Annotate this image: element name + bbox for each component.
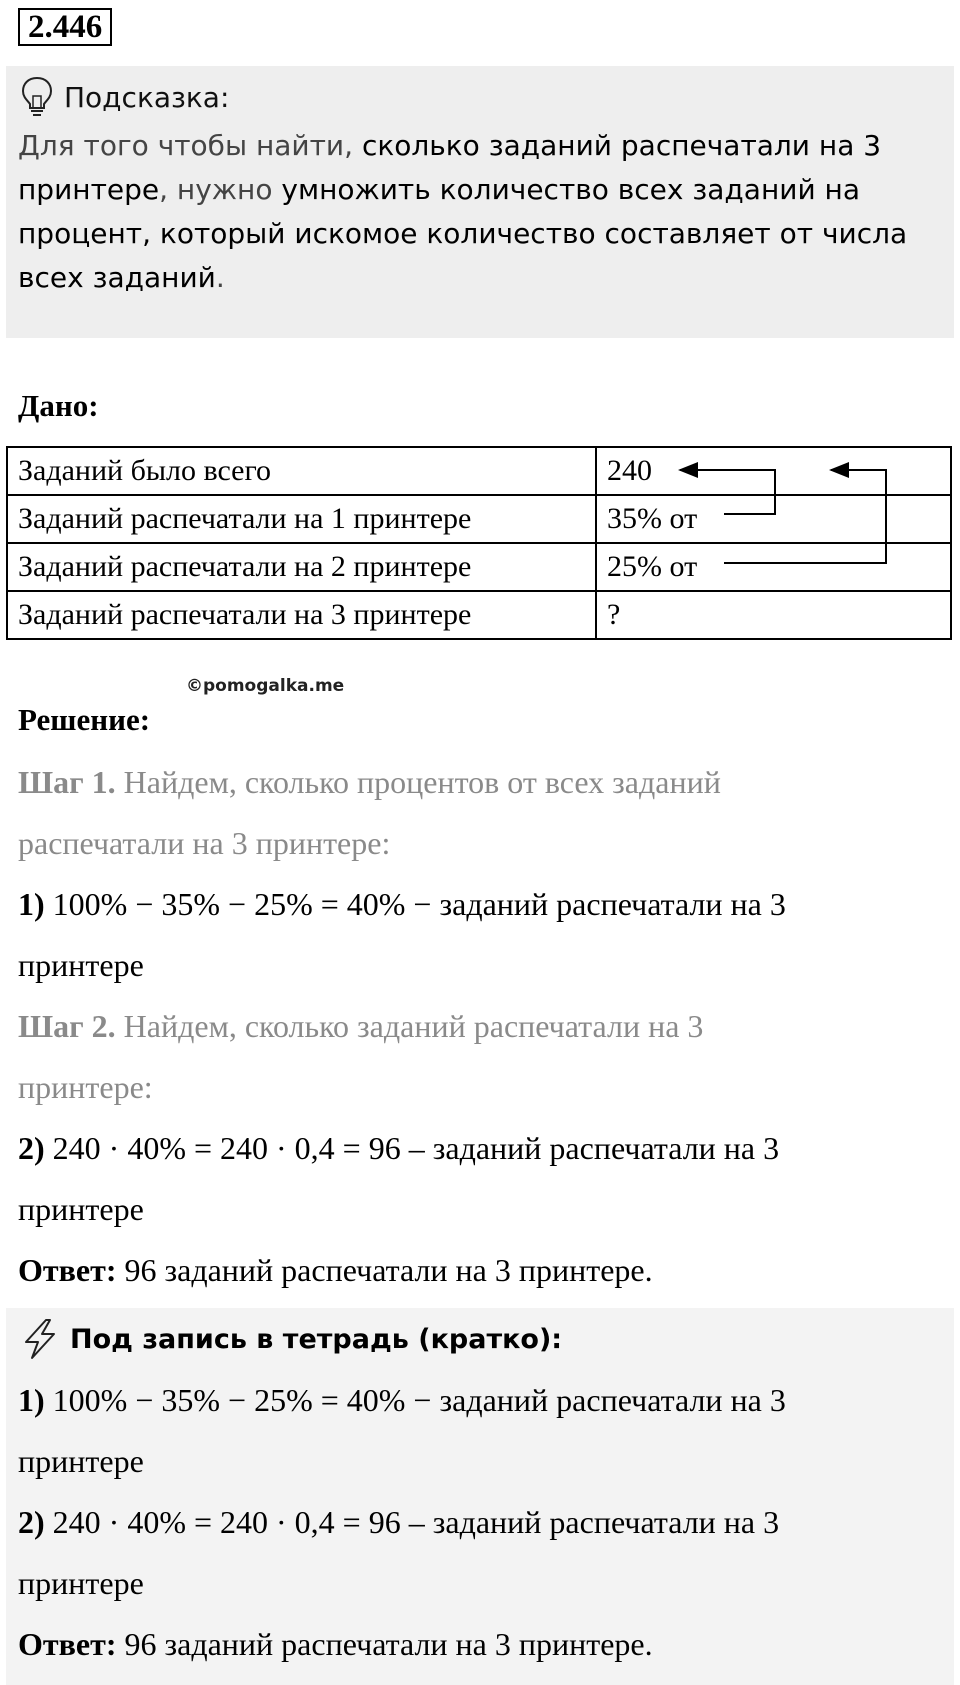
- lightbulb-icon: [20, 76, 54, 118]
- solution-label: Решение:: [18, 702, 151, 737]
- calc2-expression: 240 · 40% = 240 · 0,4 = 96 – заданий распечатали на 3: [52, 1130, 780, 1166]
- step1-line-1: [18, 762, 948, 802]
- short-answer-line: [18, 1624, 948, 1664]
- calc1-number: 1): [18, 886, 45, 922]
- short-calc2-expression: 240 · 40% = 240 · 0,4 = 96 – заданий распечатали на 3: [52, 1504, 780, 1540]
- table-cell-value: ?: [596, 591, 951, 639]
- short-calc1-expression: 100% − 35% − 25% = 40% − заданий распечатали на 3: [52, 1382, 786, 1418]
- hint-text-part-1: Для того чтобы найти,: [18, 129, 354, 162]
- calc2-line-2: принтере: [18, 1191, 144, 1227]
- short-calc2-line-1: [18, 1502, 948, 1542]
- short-calc2-number: 2): [18, 1504, 45, 1540]
- given-table-wrap: [6, 446, 952, 638]
- step1-text-a: Найдем, сколько процентов от всех заданий: [123, 764, 721, 800]
- step2-text-a: Найдем, сколько заданий распечатали на 3: [123, 1008, 704, 1044]
- table-cell-label: Заданий распечатали на 3 принтере: [7, 591, 596, 639]
- step2-line-2: принтере:: [18, 1069, 153, 1105]
- answer-text: 96 заданий распечатали на 3 принтере.: [124, 1252, 653, 1288]
- table-cell-value: 240: [596, 447, 951, 495]
- table-row: [7, 495, 951, 543]
- hint-text: [18, 124, 943, 300]
- table-row: [7, 447, 951, 495]
- short-calc2-line-2: принтере: [18, 1565, 144, 1601]
- short-calc1-line-1: [18, 1380, 948, 1420]
- calc1-line-1: [18, 884, 948, 924]
- hint-header: [20, 76, 229, 118]
- step1-label: Шаг 1.: [18, 764, 116, 800]
- short-title: Под запись в тетрадь (кратко):: [70, 1323, 563, 1355]
- hint-text-part-4: умножить количество всех заданий на процент, который искомое количество составляет от числа всех заданий: [18, 173, 908, 294]
- watermark: ©pomogalka.me: [186, 676, 345, 696]
- table-row: [7, 591, 951, 639]
- calc2-line-1: [18, 1128, 948, 1168]
- hint-title: Подсказка:: [64, 80, 230, 114]
- calc2-number: 2): [18, 1130, 45, 1166]
- hint-box: [6, 66, 954, 338]
- answer-label: Ответ:: [18, 1252, 117, 1288]
- step2-line-1: [18, 1006, 948, 1046]
- short-header: [20, 1318, 562, 1360]
- lightning-icon: [20, 1318, 60, 1360]
- step2-label: Шаг 2.: [18, 1008, 116, 1044]
- short-calc1-line-2: принтере: [18, 1443, 144, 1479]
- given-table: [6, 446, 952, 640]
- table-cell-label: Заданий было всего: [7, 447, 596, 495]
- short-answer-text: 96 заданий распечатали на 3 принтере.: [124, 1626, 653, 1662]
- given-label: Дано:: [18, 388, 99, 423]
- short-calc1-number: 1): [18, 1382, 45, 1418]
- table-cell-value: 35% от: [596, 495, 951, 543]
- hint-text-part-5: .: [215, 261, 225, 294]
- table-cell-value: 25% от: [596, 543, 951, 591]
- table-cell-label: Заданий распечатали на 1 принтере: [7, 495, 596, 543]
- hint-text-part-3: , нужно: [159, 173, 273, 206]
- problem-number: 2.446: [18, 8, 112, 46]
- hint-text-part-2: сколько заданий распечатали на 3 принтере: [18, 129, 882, 206]
- table-row: [7, 543, 951, 591]
- calc1-expression: 100% − 35% − 25% = 40% − заданий распечатали на 3: [52, 886, 786, 922]
- short-answer-label: Ответ:: [18, 1626, 117, 1662]
- calc1-line-2: принтере: [18, 947, 144, 983]
- step1-line-2: распечатали на 3 принтере:: [18, 825, 391, 861]
- answer-line: [18, 1250, 948, 1290]
- table-cell-label: Заданий распечатали на 2 принтере: [7, 543, 596, 591]
